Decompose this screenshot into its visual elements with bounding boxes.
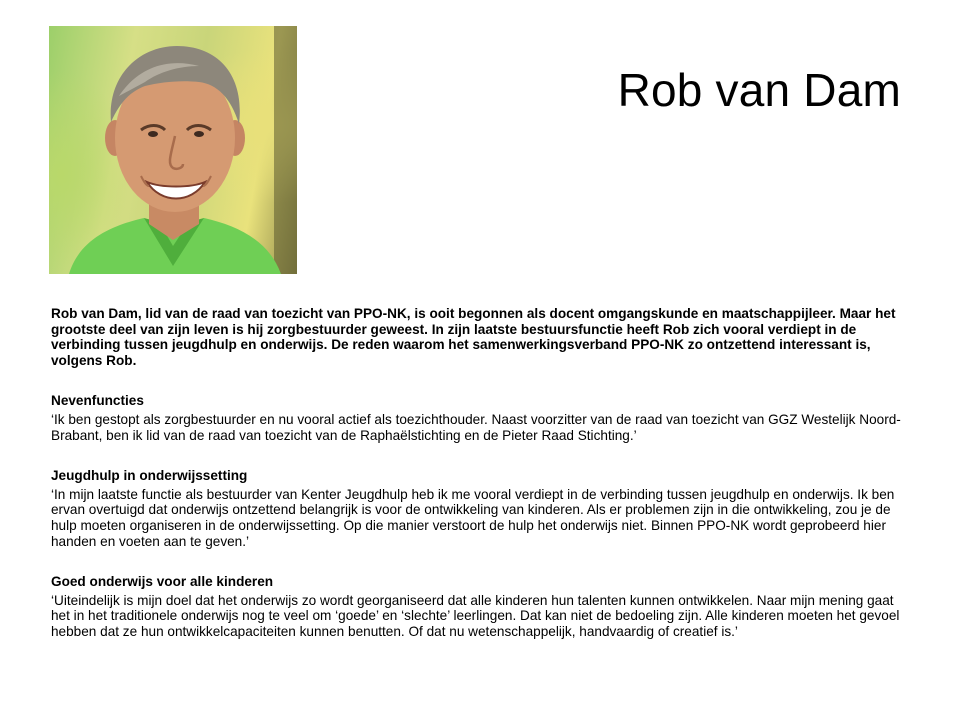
section-paragraph: ‘In mijn laatste functie als bestuurder van Kenter Jeugdhulp heb ik me vooral verdiept in de verbinding tussen jeugdhulp en onderwijs. Ik ben ervan overtuigd dat onderwijs ontzettend belangrijk is voor de ontwikkeling van kinderen. Als er problemen zijn in die ontwikkeling, zou je de hulp moeten organiseren in de onderwijssetting. Op die manier verstoort de hulp het onderwijs niet. Binnen PPO-NK wordt geprobeerd hier handen en voeten aan te geven.’ [51, 486, 895, 549]
section-heading: Goed onderwijs voor alle kinderen [51, 574, 274, 590]
section-jeugdhulp [51, 468, 901, 549]
portrait-illustration [49, 26, 297, 274]
page-title: Rob van Dam [617, 64, 901, 116]
section-goed-onderwijs [51, 574, 901, 639]
section-paragraph: ‘Uiteindelijk is mijn doel dat het onderwijs zo wordt georganiseerd dat alle kinderen hun talenten kunnen ontwikkelen. Naar mijn mening gaat het in het traditionele onderwijs nog te veel om ‘goede’ en ‘slechte’ leerlingen. Dat kan niet de bedoeling zijn. Alle kinderen moeten het gevoel hebben dat ze hun ontwikkelcapaciteiten kunnen benutten. Of dat nu wetenschappelijk, handvaardig of creatief is.’ [51, 592, 900, 639]
portrait-photo [49, 26, 297, 274]
section-paragraph: ‘Ik ben gestopt als zorgbestuurder en nu vooral actief als toezichthouder. Naast voorzitter van de raad van toezicht van GGZ Westelijk Noord-Brabant, ben ik lid van de raad van toezicht van de Raphaëlstichting en de Pieter Raad Stichting.’ [51, 411, 901, 443]
section-nevenfuncties [51, 393, 901, 443]
section-heading: Jeugdhulp in onderwijssetting [51, 468, 248, 484]
section-heading: Nevenfuncties [51, 393, 144, 409]
intro-paragraph: Rob van Dam, lid van de raad van toezicht van PPO-NK, is ooit begonnen als docent omgangskunde en maatschappijleer. Maar het grootste deel van zijn leven is hij zorgbestuurder geweest. In zijn laatste bestuursfunctie heeft Rob zich vooral verdiept in de verbinding tussen jeugdhulp en onderwijs. De reden waarom het samenwerkingsverband PPO-NK zo ontzettend interessant is, volgens Rob. [51, 306, 896, 368]
article-body [51, 306, 901, 665]
